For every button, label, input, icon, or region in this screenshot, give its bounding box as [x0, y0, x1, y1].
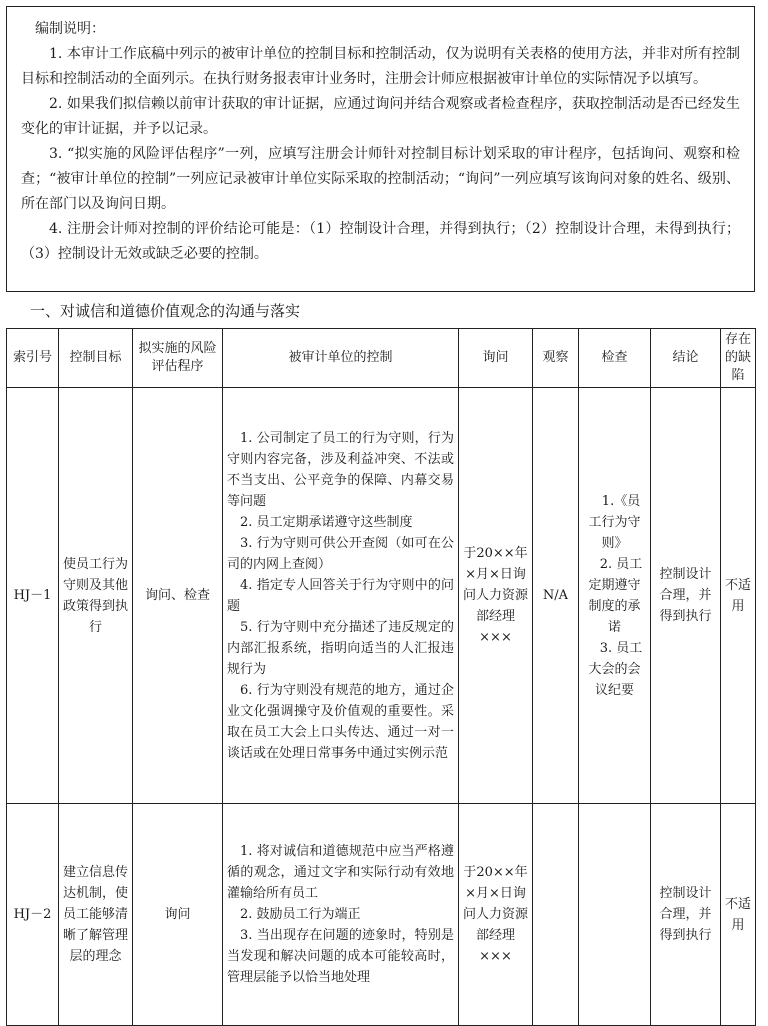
- header-defect: 存在的缺陷: [721, 329, 756, 388]
- control-item: 5. 行为守则中充分描述了违反规定的内部汇报系统，指明向适当的人汇报违规行为: [227, 619, 454, 677]
- control-table: [6, 328, 756, 1026]
- cell-objective: 使员工行为守则及其他政策得到执行: [59, 388, 133, 804]
- control-item: 6. 行为守则没有规范的地方，通过企业文化强调操守及价值观的重要性。采取在员工大会上口头传达、通过一对一谈话或在处理日常事务中通过实例示范: [227, 682, 454, 761]
- cell-controls: [223, 804, 459, 1026]
- cell-observation: [533, 804, 579, 1026]
- note-paragraph-3: 3. “拟实施的风险评估程序”一列，应填写注册会计师针对控制目标计划采取的审计程序，包括询问、观察和检查；“被审计单位的控制”一列应记录被审计单位实际采取的控制活动；“询问”一列应填写该询问对象的姓名、级别、所在部门以及询问日期。: [21, 146, 740, 212]
- preparation-notes: [6, 6, 755, 292]
- cell-inquiry: 于20××年×月×日询问人力资源部经理×××: [459, 804, 533, 1026]
- cell-index: HJ－1: [7, 388, 59, 804]
- control-item: 1. 公司制定了员工的行为守则，行为守则内容完备，涉及利益冲突、不法或不当支出、公平竞争的保障、内幕交易等问题: [227, 430, 454, 509]
- control-item: 4. 指定专人回答关于行为守则中的问题: [227, 577, 454, 614]
- note-paragraph-4: 4. 注册会计师对控制的评价结论可能是：（1）控制设计合理，并得到执行；（2）控制设计合理，未得到执行；（3）控制设计无效或缺乏必要的控制。: [21, 221, 740, 262]
- control-item: 3. 当出现存在问题的迹象时，特别是当发现和解决问题的成本可能较高时，管理层能予以恰当地处理: [227, 928, 454, 985]
- control-item: 2. 员工定期承诺遵守这些制度: [240, 514, 413, 530]
- table-header-row: [7, 329, 756, 388]
- note-paragraph-2: 2. 如果我们拟信赖以前审计获取的审计证据，应通过询问并结合观察或者检查程序，获取控制活动是否已经发生变化的审计证据，并予以记录。: [21, 96, 740, 137]
- header-index: 索引号: [7, 329, 59, 388]
- notes-title: 编制说明：: [35, 21, 105, 37]
- table-row: [7, 804, 756, 1026]
- cell-inspection: [579, 804, 651, 1026]
- section-title: 一、对诚信和道德价值观念的沟通与落实: [30, 302, 301, 320]
- cell-index: HJ－2: [7, 804, 59, 1026]
- cell-defect: 不适用: [721, 388, 756, 804]
- inspection-item: 3. 员工大会的会议纪要: [588, 640, 643, 698]
- header-inspection: 检查: [579, 329, 651, 388]
- header-observation: 观察: [533, 329, 579, 388]
- header-inquiry: 询问: [459, 329, 533, 388]
- control-item: 2. 鼓励员工行为端正: [240, 907, 361, 922]
- note-paragraph-1: 1. 本审计工作底稿中列示的被审计单位的控制目标和控制活动，仅为说明有关表格的使用方法，并非对所有控制目标和控制活动的全面列示。在执行财务报表审计业务时，注册会计师应根据被审计单位的实际情况予以填写。: [21, 46, 740, 87]
- cell-controls: [223, 388, 459, 804]
- header-conclusion: 结论: [651, 329, 721, 388]
- table-row: [7, 388, 756, 804]
- header-objective: 控制目标: [59, 329, 133, 388]
- cell-procedure: 询问: [133, 804, 223, 1026]
- cell-objective: 建立信息传达机制，使员工能够清晰了解管理层的理念: [59, 804, 133, 1026]
- cell-conclusion: 控制设计合理，并得到执行: [651, 804, 721, 1026]
- control-item: 3. 行为守则可供公开查阅（如可在公司的内网上查阅）: [227, 535, 454, 572]
- header-procedure: 拟实施的风险评估程序: [133, 329, 223, 388]
- cell-inquiry: 于20××年×月×日询问人力资源部经理×××: [459, 388, 533, 804]
- inspection-item: 1.《员工行为守则》: [588, 493, 641, 551]
- header-controls: 被审计单位的控制: [223, 329, 459, 388]
- cell-procedure: 询问、检查: [133, 388, 223, 804]
- control-item: 1. 将对诚信和道德规范中应当严格遵循的观念，通过文字和实际行动有效地灌输给所有员工: [227, 844, 454, 901]
- cell-inspection: [579, 388, 651, 804]
- cell-observation: N/A: [533, 388, 579, 804]
- cell-conclusion: 控制设计合理，并得到执行: [651, 388, 721, 804]
- inspection-item: 2. 员工定期遵守制度的承诺: [588, 556, 643, 635]
- cell-defect: 不适用: [721, 804, 756, 1026]
